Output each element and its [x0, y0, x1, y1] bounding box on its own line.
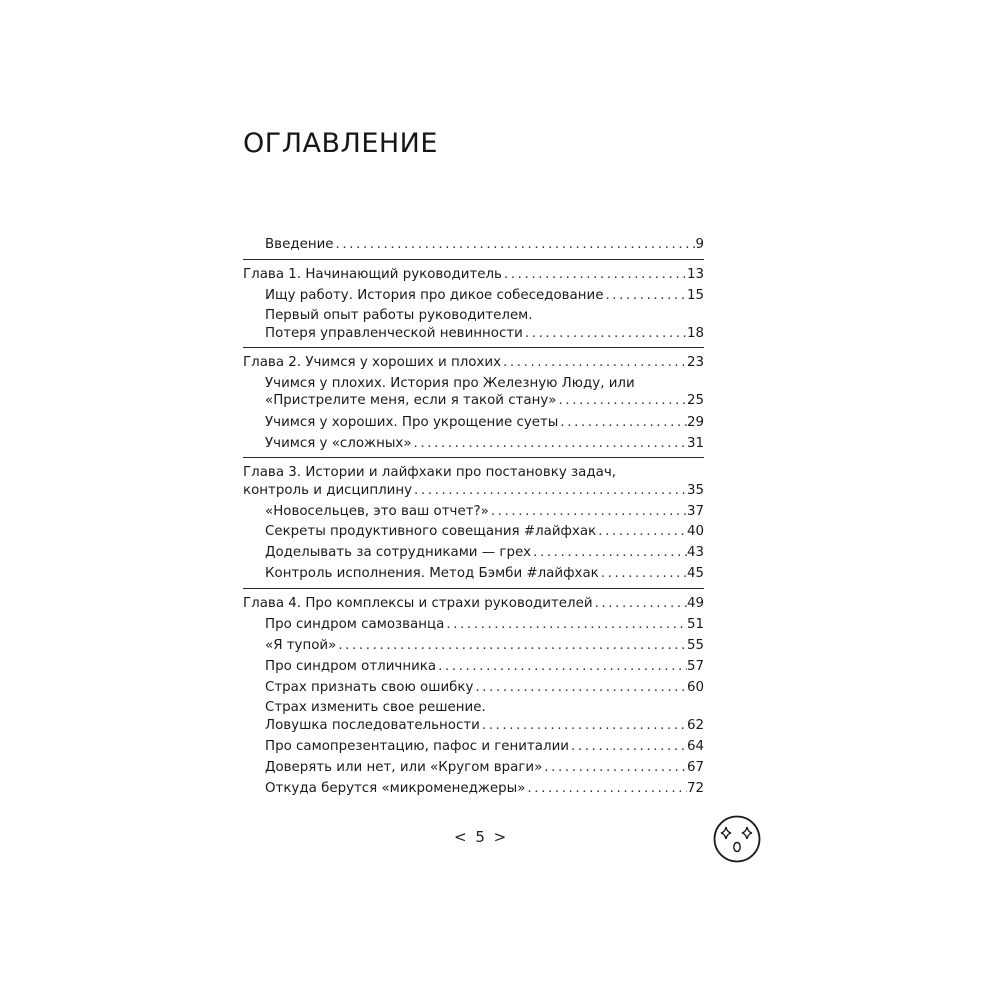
toc-entry: [265, 235, 704, 255]
toc-entry-page: 64: [686, 739, 704, 754]
toc-entry-title: Про самопрезентацию, пафос и гениталии: [265, 739, 569, 754]
toc-leader-dots: [599, 564, 687, 584]
toc-entry: [265, 779, 704, 799]
toc-entry-page: 43: [686, 545, 704, 560]
toc-entry-page: 35: [686, 483, 704, 498]
toc-entry-page: 31: [686, 436, 704, 451]
toc-entry-page: 37: [686, 504, 704, 519]
toc-leader-dots: [501, 353, 687, 373]
toc-entry-page: 18: [686, 326, 704, 341]
toc-entry: [265, 716, 704, 736]
toc-entry-page: 57: [686, 659, 704, 674]
toc-entry-title: Учимся у «сложных»: [265, 436, 412, 451]
toc-entry-title: Про синдром отличника: [265, 659, 437, 674]
toc-entry-title: Глава 2. Учимся у хороших и плохих: [243, 355, 502, 370]
page-number: < 5 >: [454, 828, 509, 846]
toc-entry: [265, 758, 704, 778]
toc-entry: [265, 564, 704, 584]
toc-leader-dots: [557, 391, 687, 411]
page-title: ОГЛАВЛЕНИЕ: [243, 128, 438, 159]
toc-entry: [265, 434, 704, 454]
toc-entry-title: Страх изменить свое решение.: [265, 700, 486, 715]
toc-entry: [265, 502, 704, 522]
toc-entry-page: 72: [686, 781, 704, 796]
toc-entry-page: 51: [686, 617, 704, 632]
toc-entry-title: Потеря управленческой невинности: [265, 326, 523, 341]
toc-leader-dots: [569, 737, 687, 757]
toc-leader-dots: [436, 657, 687, 677]
toc-leader-dots: [603, 286, 687, 306]
toc-entry: [265, 615, 704, 635]
toc-entry-title: Глава 4. Про комплексы и страхи руководителей: [243, 596, 593, 611]
toc-entry-page: 49: [686, 596, 704, 611]
toc-leader-dots: [473, 678, 687, 698]
toc-entry: [265, 737, 704, 757]
toc-leader-dots: [336, 636, 687, 656]
toc-entry: [243, 265, 704, 285]
toc-entry-title: Введение: [265, 237, 334, 252]
toc-entry-title: Учимся у хороших. Про укрощение суеты: [265, 415, 559, 430]
toc-leader-dots: [444, 615, 687, 635]
toc-leader-dots: [593, 594, 687, 614]
toc-entry: [265, 657, 704, 677]
toc-entry-page: 45: [686, 566, 704, 581]
toc-leader-dots: [596, 522, 687, 542]
toc-leader-dots: [412, 434, 687, 454]
toc-leader-dots: [412, 481, 687, 501]
section-divider: [243, 259, 704, 260]
toc-entry: [265, 324, 704, 344]
toc-entry-page: 15: [686, 288, 704, 303]
toc-leader-dots: [531, 543, 687, 563]
toc-entry-title: «Я тупой»: [265, 638, 337, 653]
toc-entry-title: Секреты продуктивного совещания #лайфхак: [265, 524, 597, 539]
toc-leader-dots: [542, 758, 687, 778]
toc-entry: [243, 353, 704, 373]
toc-entry-title: контроль и дисциплину: [243, 483, 413, 498]
toc-entry-title: Страх признать свою ошибку: [265, 680, 474, 695]
toc-leader-dots: [480, 716, 687, 736]
section-divider: [243, 347, 704, 348]
toc-leader-dots: [525, 779, 687, 799]
toc-entry: [265, 543, 704, 563]
toc-entry-title: Доделывать за сотрудниками — грех: [265, 545, 532, 560]
toc-entry: [265, 522, 704, 542]
toc-entry: [265, 678, 704, 698]
toc-entry-title: Ищу работу. История про дикое собеседование: [265, 288, 604, 303]
toc-entry-page: 13: [686, 267, 704, 282]
toc-entry-title: «Пристрелите меня, если я такой стану»: [265, 393, 557, 408]
toc-leader-dots: [334, 235, 696, 255]
face-doodle-icon: [711, 813, 763, 865]
toc-entry-title: Глава 1. Начинающий руководитель: [243, 267, 502, 282]
toc-entry-page: 25: [686, 393, 704, 408]
section-divider: [243, 588, 704, 589]
toc-entry-title: «Новосельцев, это ваш отчет?»: [265, 504, 489, 519]
toc-entry-title: Глава 3. Истории и лайфхаки про постановку задач,: [243, 465, 616, 480]
toc-leader-dots: [558, 413, 687, 433]
toc-entry-title: Откуда берутся «микроменеджеры»: [265, 781, 526, 796]
toc-entry-page: 55: [686, 638, 704, 653]
toc-entry-page: 62: [686, 718, 704, 733]
toc-entry-page: 29: [686, 415, 704, 430]
toc-entry: [265, 286, 704, 306]
toc-entry-page: 40: [686, 524, 704, 539]
toc-entry: [265, 413, 704, 433]
toc-entry: [243, 481, 704, 501]
toc-entry: [243, 594, 704, 614]
toc-entry-title: Первый опыт работы руководителем.: [265, 308, 533, 323]
toc-entry-page: 9: [695, 237, 704, 252]
toc-leader-dots: [502, 265, 687, 285]
toc-leader-dots: [489, 502, 687, 522]
toc-entry-title: Учимся у плохих. История про Железную Люду, или: [265, 376, 635, 391]
toc-entry-title: Контроль исполнения. Метод Бэмби #лайфхак: [265, 566, 599, 581]
toc-entry-page: 60: [686, 680, 704, 695]
toc-entry-page: 67: [686, 760, 704, 775]
section-divider: [243, 457, 704, 458]
toc-entry-page: 23: [686, 355, 704, 370]
toc-entry-title: Доверять или нет, или «Кругом враги»: [265, 760, 543, 775]
toc-entry: [265, 636, 704, 656]
toc-entry-title: Ловушка последовательности: [265, 718, 480, 733]
toc-entry: [265, 391, 704, 411]
toc-entry-title: Про синдром самозванца: [265, 617, 445, 632]
toc-leader-dots: [523, 324, 687, 344]
